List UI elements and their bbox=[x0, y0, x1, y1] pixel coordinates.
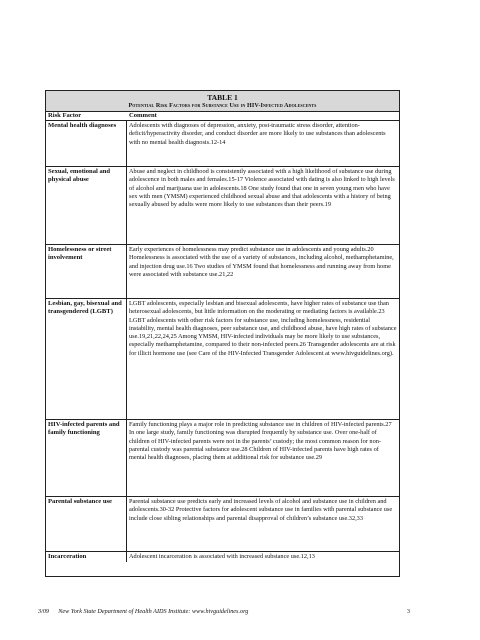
risk-factor-cell: Mental health diagnoses bbox=[46, 121, 127, 166]
risk-factors-table bbox=[45, 90, 400, 577]
comment-cell: Adolescent incarceration is associated with increased substance use.12,13 bbox=[129, 553, 315, 560]
table-number: TABLE 1 bbox=[207, 93, 238, 102]
table-row bbox=[46, 121, 399, 167]
table-header-row bbox=[46, 112, 399, 121]
comment-cell: LGBT adolescents, especially lesbian and bisexual adolescents, have higher rates of substance use than heterosexual adolescents, but little information on the moderating or mediating factors is available.23 LGBT adolescents with other risk factors for substance use, including homelessness, residential instability, mental health diagnoses, peer substance use, and childhood abuse, have high rates of substance use.19,21,22,24,25 Among YMSM, HIV-infected individuals may be more likely to use substances, especially methamphetamine, compared to their non-infected peers.26 Transgender adolescents are at risk for illicit hormone use (see Care of the HIV-Infected Transgender Adolescent at www.hivguidelines.org). bbox=[129, 300, 397, 357]
comment-cell: Parental substance use predicts early and increased levels of alcohol and substance use in children and adolescents.30-32 Protective factors for adolescent substance use in families with parental substance use include close sibling relationships and parental disapproval of children’s substance use.32,33 bbox=[129, 498, 393, 522]
footer-date: 3/09 bbox=[38, 608, 50, 615]
table-title: Potential Risk Factors for Substance Use in HIV-Infected Adolescents bbox=[128, 103, 317, 109]
table-row bbox=[46, 245, 399, 299]
column-header-risk-factor: Risk Factor bbox=[48, 112, 82, 119]
column-header-comment: Comment bbox=[129, 112, 157, 119]
table-row bbox=[46, 167, 399, 245]
page-number: 3 bbox=[406, 608, 410, 615]
table-row bbox=[46, 420, 399, 497]
comment-cell: Early experiences of homelessness may predict substance use in adolescents and young adults.20 Homelessness is associated with the use of a variety of substances, including alcohol, methamphetamine, and injection drug use.16 Two studies of YMSM found that homelessness and running away from home were associated with substance use.21,22 bbox=[129, 246, 394, 278]
comment-cell: Family functioning plays a major role in predicting substance use in children of HIV-infected parents.27 In one large study, family functioning was disrupted frequently by substance use. Over one-half of children of HIV-infected parents were not in the parents’ custody; the most common reason for non-parental custody was parental substance use.28 Children of HIV-infected parents have high rates of mental health diagnoses, placing them at additional risk for substance use.29 bbox=[129, 421, 392, 462]
table-title-block bbox=[46, 91, 399, 112]
risk-factor-cell: Parental substance use bbox=[46, 497, 127, 551]
table-row bbox=[46, 552, 399, 562]
comment-cell: Adolescents with diagnoses of depression, anxiety, post-traumatic stress disorder, attention-deficit/hyperactivity disorder, and conduct disorder are more likely to use substances than adolescents with no mental health diagnosis.12-14 bbox=[129, 122, 386, 146]
table-row bbox=[46, 299, 399, 420]
risk-factor-cell: Sexual, emotional and physical abuse bbox=[46, 167, 127, 244]
risk-factor-cell: Incarceration bbox=[46, 552, 127, 562]
risk-factor-cell: HIV-infected parents and family functioning bbox=[46, 420, 127, 496]
page-footer bbox=[38, 608, 410, 616]
comment-cell: Abuse and neglect in childhood is consistently associated with a high likelihood of substance use during adolescence in both males and females.15-17 Violence associated with dating is also linked to high levels of alcohol and marijuana use in adolescents.18 One study found that one in seven young men who have sex with men (YMSM) experienced childhood sexual abuse and that adolescents with a history of being sexually abused by adults were more likely to use substances than their peers.19 bbox=[129, 168, 395, 209]
risk-factor-cell: Homelessness or street involvement bbox=[46, 245, 127, 298]
table-row bbox=[46, 497, 399, 552]
risk-factor-cell: Lesbian, gay, bisexual and transgendered (LGBT) bbox=[46, 299, 127, 419]
footer-source: New York State Department of Health AIDS Institute: www.hivguidelines.org bbox=[58, 608, 249, 615]
